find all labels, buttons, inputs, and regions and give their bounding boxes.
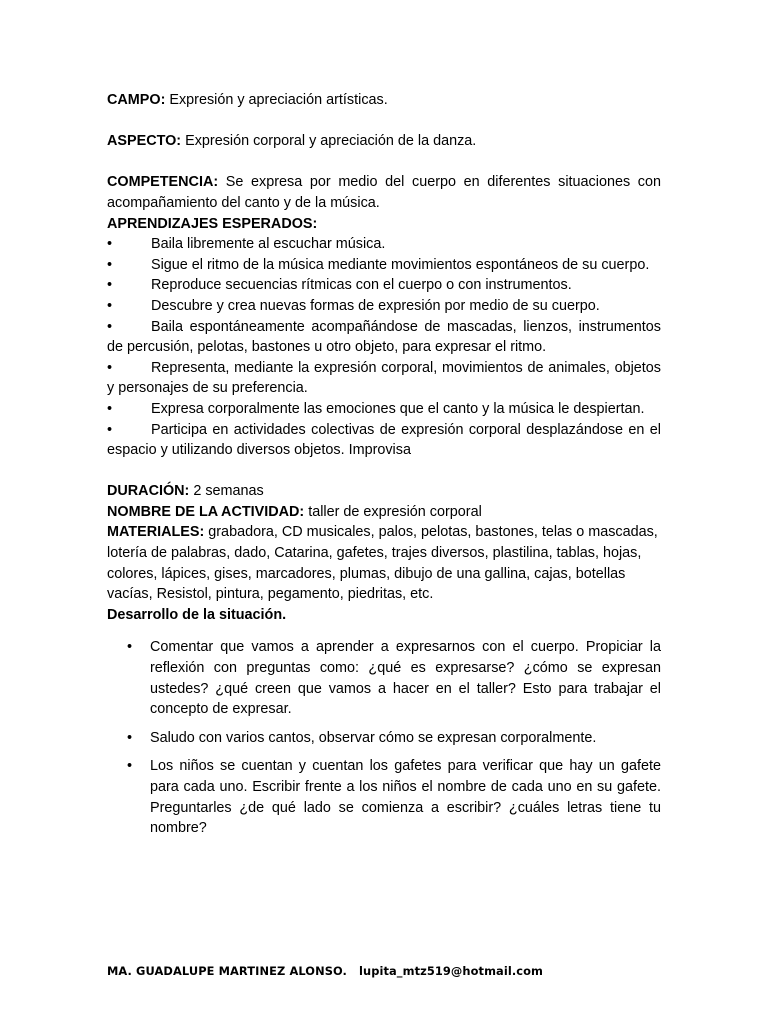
aprendizaje-item: • Participa en actividades colectivas de expresión corporal desplazándose en el espacio y utilizando diversos objetos. Improvisa bbox=[107, 421, 661, 459]
aprendizajes-heading: APRENDIZAJES ESPERADOS: bbox=[107, 215, 318, 232]
aspecto-label: ASPECTO: bbox=[107, 133, 182, 150]
aprendizaje-item: • Baila espontáneamente acompañándose de mascadas, lienzos, instrumentos de percusión, pelotas, bastones u otro objeto, para expresar el ritmo. bbox=[107, 318, 661, 356]
campo-label: CAMPO: bbox=[107, 92, 166, 108]
aprendizaje-item: • Sigue el ritmo de la música mediante movimientos espontáneos de su cuerpo. bbox=[107, 255, 661, 276]
materiales-text: grabadora, CD musicales, palos, pelotas, bastones, telas o mascadas, lotería de palabras, dado, Catarina, gafetes, trajes diversos, plastilina, tablas, hojas, colores, lápices, gises, marcadores, plumas, dibujo de una gallina, cajas, botellas vacías, Resistol, pintura, pegamento, piedritas, etc. bbox=[107, 524, 658, 603]
competencia-label: COMPETENCIA: bbox=[107, 174, 219, 191]
duracion-label: DURACIÓN: bbox=[107, 483, 190, 500]
desarrollo-heading: Desarrollo de la situación. bbox=[107, 606, 287, 623]
desarrollo-item: • Saludo con varios cantos, observar cómo se expresan corporalmente. bbox=[107, 728, 661, 749]
bullet-icon: • bbox=[107, 421, 113, 438]
competencia-paragraph bbox=[107, 172, 661, 213]
footer-author: MA. GUADALUPE MARTINEZ ALONSO. bbox=[107, 964, 347, 978]
document-page bbox=[107, 90, 661, 847]
materiales-label: MATERIALES: bbox=[107, 524, 205, 541]
bullet-icon: • bbox=[127, 758, 133, 775]
aprendizajes-list bbox=[107, 234, 661, 461]
aprendizaje-item: • Expresa corporalmente las emociones que el canto y la música le despiertan. bbox=[107, 399, 661, 420]
aprendizaje-item: • Descubre y crea nuevas formas de expresión por medio de su cuerpo. bbox=[107, 296, 661, 317]
aprendizaje-item: • Representa, mediante la expresión corporal, movimientos de animales, objetos y personajes de su preferencia. bbox=[107, 359, 661, 397]
bullet-icon: • bbox=[127, 639, 133, 656]
bullet-icon: • bbox=[107, 277, 113, 294]
aspecto-text: Expresión corporal y apreciación de la danza. bbox=[181, 133, 477, 150]
bullet-icon: • bbox=[107, 318, 113, 335]
materiales-paragraph bbox=[107, 522, 661, 604]
nombre-actividad-label: NOMBRE DE LA ACTIVIDAD: bbox=[107, 503, 305, 520]
bullet-icon: • bbox=[107, 236, 113, 253]
duracion-text: 2 semanas bbox=[189, 483, 264, 500]
duracion-line bbox=[107, 481, 661, 502]
campo-text: Expresión y apreciación artísticas. bbox=[165, 92, 388, 108]
nombre-actividad-line bbox=[107, 502, 661, 523]
bullet-icon: • bbox=[107, 297, 113, 314]
bullet-icon: • bbox=[107, 400, 113, 417]
desarrollo-item: • Comentar que vamos a aprender a expresarnos con el cuerpo. Propiciar la reflexión con preguntas como: ¿qué es expresarse? ¿cómo se expresan ustedes? ¿qué creen que vamos a hacer en el taller? Esto para trabajar el concepto de expresar. bbox=[127, 639, 661, 718]
footer-email: lupita_mtz519@hotmail.com bbox=[359, 964, 544, 978]
desarrollo-item: • Los niños se cuentan y cuentan los gafetes para verificar que hay un gafete para cada uno. Escribir frente a los niños el nombre de cada uno en su gafete. Preguntarles ¿de qué lado se comienza a escribir? ¿cuáles letras tiene tu nombre? bbox=[127, 758, 661, 837]
bullet-icon: • bbox=[107, 359, 113, 376]
competencia-text: Se expresa por medio del cuerpo en diferentes situaciones con acompañamiento del canto y de la música. bbox=[107, 174, 661, 211]
campo-line bbox=[107, 90, 661, 111]
bullet-icon: • bbox=[127, 729, 133, 746]
nombre-actividad-text: taller de expresión corporal bbox=[304, 503, 482, 520]
desarrollo-list bbox=[107, 637, 661, 838]
aprendizaje-item: • Reproduce secuencias rítmicas con el cuerpo o con instrumentos. bbox=[107, 275, 661, 296]
aspecto-line bbox=[107, 131, 661, 152]
bullet-icon: • bbox=[107, 256, 113, 273]
page-footer bbox=[107, 961, 543, 982]
aprendizaje-item: • Baila libremente al escuchar música. bbox=[107, 234, 661, 255]
